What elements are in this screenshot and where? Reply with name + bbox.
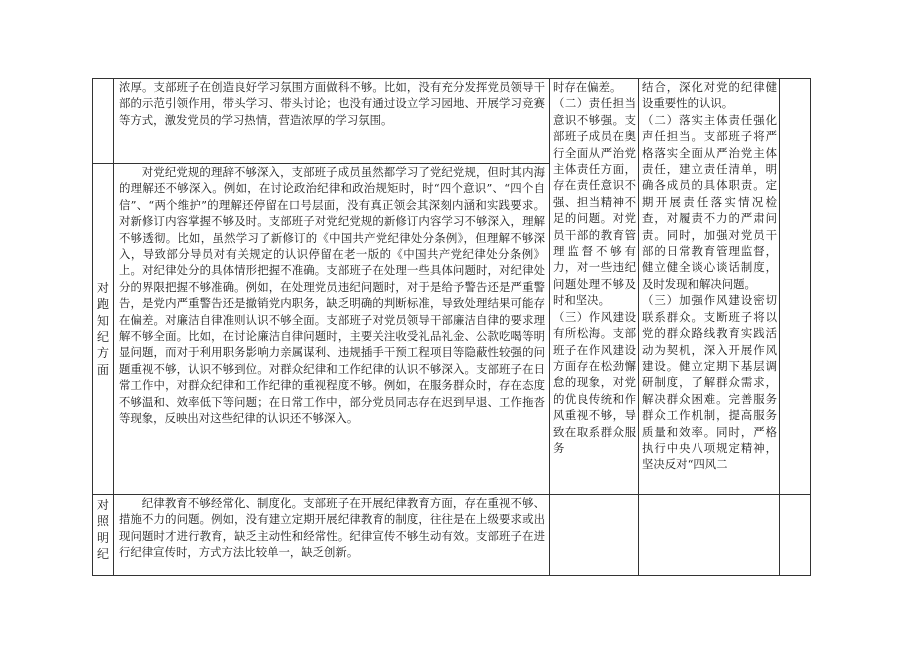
category-cell (93, 164, 114, 495)
cause-text: 时存在偏差。 （二）责任担当意识不够强。支部班子成员在奥行全面从严治党主体责任方面，存在责任意识不强、担当精神不足的问题。对党员干部的教育管理监督不够有力，对一些违纪问题处理不够及时和坚决。 （三）作风建设有所松海。支部班子在作风建设方面存在松劲懈怠的现象，对党的优良传统和作风重视不够，导致在取系群众服务 (553, 80, 636, 455)
measure-cell (639, 79, 780, 495)
problem-cell (114, 164, 550, 495)
remark-cell (780, 495, 811, 576)
problem-text: 纪律教育不够经常化、制度化。支部班子在开展纪律教育方面，存在重视不够、措施不力的问题。例如，没有建立定期开展纪律教育的制度，往往是在上级要求或出现问题时才进行教育，缺乏主动性和经常性。纪律宣传不够生动有效。支部班子在进行纪律宣传时，方式方法比较单一，缺乏创新。 (119, 496, 545, 560)
cause-cell (550, 79, 639, 495)
measure-text: 结合，深化对党的纪律健设重要性的认识。 （二）落实主体责任强化声任担当。支部班子将严格落实全面从严治党主体责任，建立责任清单，明确各成员的具体职责。定期开展责任落实情况检查，对履责不力的严肃问责。同时，加强对党员干部的日常教育管理监督，健立健全谈心谈话制度，及时发现和解决问题。 （三）加强作风建设密切联系群众。支断班子将以党的群众路线教育实践活动为契机，深入开展作风建设。健立定期下基层调研制度，了解群众需求，解决群众困难。完善服务群众工作机制，提高服务质量和效率。同时，严格执行中央八项规定精神，坚决反对“四风二 (642, 80, 777, 472)
remark-cell (780, 79, 811, 495)
measure-cell (639, 495, 780, 576)
category-cell (93, 79, 114, 164)
table-row (93, 495, 811, 576)
table-row (93, 79, 811, 164)
problem-cell (114, 495, 550, 576)
cause-cell (550, 495, 639, 576)
problem-text: 浓厚。支部班子在创造良好学习氛围方面做科不够。比如，没有充分发挥党员领导干部的示范引领作用，带头学习、带头讨论；也没有通过设立学习园地、开展学习竞赛等方式，激发党员的学习热情，营造浓厚的学习氛围。 (119, 80, 545, 127)
self-examination-table (92, 78, 811, 576)
problem-text: 对党纪党规的理辞不够深入，支部班子成员虽然都学习了党纪党规，但时其内海的理解还不够深入。例如，在讨论政治纪律和政治规矩时，时“四个意识”、“四个自信”、“两个维护”的理解还停留在口号层面，没有真正领会其深刻内涵和实践要求。对新修订内容掌握不够及时。支部班子对党纪党规的新修订内容学习不够深入，理解不够透彻。比如，虽然学习了新修订的《中国共产党纪律处分条例》，但理解不够深入，导致部分导员对有关规定的认识停留在老一版的《中国共产党纪律处分条例》上。对纪律处分的具体情形把握不准确。支部班子在处理一些具体问题时，对纪律处分的界限把握不够准确。例如，在处理党员违纪问题时，对于是给予警告还是严重警告，是党内严重警告还是撤销党内职务，缺乏明确的判断标准，导致处理结果可能存在偏差。对廉洁自律准则认识不够全面。支部班子对党员领导干部廉洁自律的要求理解不够全面。比如，在讨论廉洁自律问题时，主要关注收受礼品礼金、公款吃喝等明显问题，而对于利用职务影响力亲属谋利、违规插手干预工程项目等隐蔽性较强的问题重视不够，认识不够到位。对群众纪律和工作纪律的认识不够深入。支部班子在日常工作中，对群众纪律和工作纪律的重视程度不够。例如，在服务群众时，存在态度不够温和、效率低下等问题；在日常工作中，部分党员同志存在迟到早退、工作拖沓等现象，反映出对这些纪律的认识还不够深入。 (119, 165, 545, 426)
problem-cell (114, 79, 550, 164)
category-label: 对照明纪 (96, 498, 109, 562)
category-cell (93, 495, 114, 576)
category-label: 对跑知纪方面 (96, 280, 109, 377)
